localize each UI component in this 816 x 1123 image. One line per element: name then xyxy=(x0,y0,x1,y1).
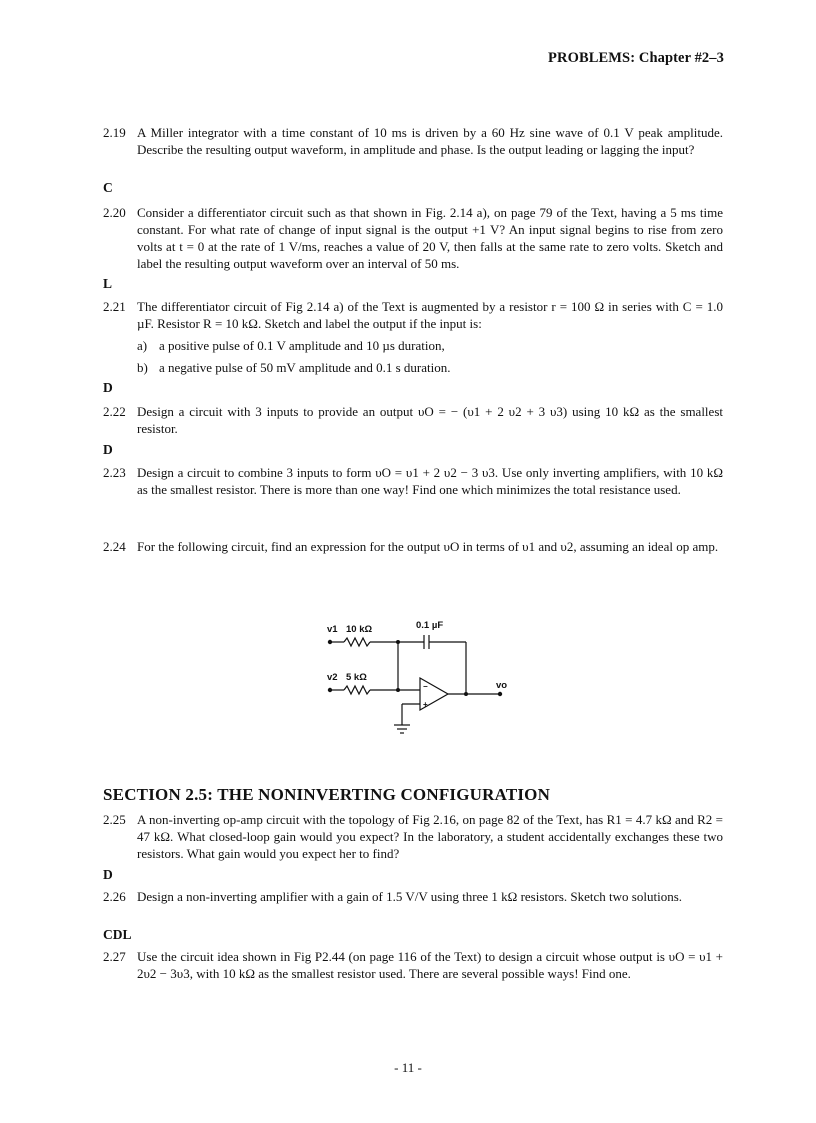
problem-number: 2.27 xyxy=(103,949,126,964)
problem-2-19 xyxy=(103,124,723,158)
subpart-b xyxy=(137,359,723,376)
r2-label: 5 kΩ xyxy=(346,672,367,683)
page-header: PROBLEMS: Chapter #2–3 xyxy=(548,50,724,66)
tag-label: D xyxy=(103,867,113,882)
tag-label: D xyxy=(103,442,113,457)
problem-text: Consider a differentiator circuit such as that shown in Fig. 2.14 a), on page 79 of the Text, having a 5 ms time constant. For what rate of change of input signal is the output +1 V? An input signal begins to rise from zero volts at t = 0 at the rate of 1 V/ms, reaches a value of 20 V, then falls at the same rate to zero volts. Sketch and label the resulting output waveform over an interval of 50 ms. xyxy=(137,205,723,271)
problem-text: Design a circuit to combine 3 inputs to form υO = υ1 + 2 υ2 − 3 υ3. Use only inverting amplifiers, with 10 kΩ as the smallest resistor. There is more than one way! Find one which minimizes the total resistance used. xyxy=(137,465,723,497)
problem-text: A non-inverting op-amp circuit with the topology of Fig 2.16, on page 82 of the Text, has R1 = 4.7 kΩ and R2 = 47 kΩ. What closed-loop gain would you expect? In the laboratory, a student accidentally exchanges these two resistors. What gain would you expect her to find? xyxy=(137,812,723,861)
problem-2-23 xyxy=(103,464,723,498)
subpart-a xyxy=(137,337,723,354)
problem-2-22 xyxy=(103,403,723,437)
problem-text: Design a circuit with 3 inputs to provide an output υO = − (υ1 + 2 υ2 + 3 υ3) using 10 kΩ as the smallest resistor. xyxy=(137,404,723,436)
problem-number: 2.25 xyxy=(103,812,126,827)
subpart-label: a) xyxy=(137,338,148,353)
noninverting-input-sign: + xyxy=(423,700,428,709)
tag-label: L xyxy=(103,276,113,291)
tag-label: CDL xyxy=(103,927,132,942)
problem-number: 2.22 xyxy=(103,404,126,419)
problem-text: For the following circuit, find an expression for the output υO in terms of υ1 and υ2, assuming an ideal op amp. xyxy=(137,539,719,554)
subpart-text: a negative pulse of 50 mV amplitude and 0.1 s duration. xyxy=(159,360,451,375)
problem-number: 2.20 xyxy=(103,205,126,220)
problem-number: 2.24 xyxy=(103,539,126,554)
subpart-text: a positive pulse of 0.1 V amplitude and 10 µs duration, xyxy=(159,338,445,353)
problem-2-21 xyxy=(103,298,723,376)
problem-text: Use the circuit idea shown in Fig P2.44 (on page 116 of the Text) to design a circuit whose output is υO = υ1 + 2υ2 − 3υ3, with 10 kΩ as the smallest resistor used. There are several possible ways! Find one. xyxy=(137,949,723,981)
v1-label: v1 xyxy=(327,624,338,635)
problem-number: 2.23 xyxy=(103,465,126,480)
problem-number: 2.21 xyxy=(103,299,126,314)
problem-text: A Miller integrator with a time constant of 10 ms is driven by a 60 Hz sine wave of 0.1 V peak amplitude. Describe the resulting output waveform, in amplitude and phase. Is the output leading or lagging the input? xyxy=(137,125,723,157)
r1-label: 10 kΩ xyxy=(346,624,373,635)
problem-2-20 xyxy=(103,204,723,272)
problem-2-25 xyxy=(103,811,723,862)
section-title: SECTION 2.5: THE NONINVERTING CONFIGURATION xyxy=(103,785,551,804)
vo-label: vo xyxy=(496,680,508,691)
problem-number: 2.26 xyxy=(103,889,126,904)
subpart-label: b) xyxy=(137,360,148,375)
inverting-input-sign: − xyxy=(423,682,428,691)
page-number: - 11 - xyxy=(394,1060,422,1075)
v2-label: v2 xyxy=(327,672,338,683)
tag-label: D xyxy=(103,380,113,395)
problem-2-26 xyxy=(103,888,723,905)
problem-2-24 xyxy=(103,538,723,555)
summing-integrator-circuit xyxy=(300,608,540,758)
capacitor-label: 0.1 µF xyxy=(416,620,444,631)
problem-text: The differentiator circuit of Fig 2.14 a) of the Text is augmented by a resistor r = 100 Ω in series with C = 1.0 µF. Resistor R = 10 kΩ. Sketch and label the output if the input is: xyxy=(137,299,723,331)
problem-text: Design a non-inverting amplifier with a gain of 1.5 V/V using three 1 kΩ resistors. Sketch two solutions. xyxy=(137,889,682,904)
tag-label: C xyxy=(103,180,113,195)
problem-2-27 xyxy=(103,948,723,982)
problem-number: 2.19 xyxy=(103,125,126,140)
